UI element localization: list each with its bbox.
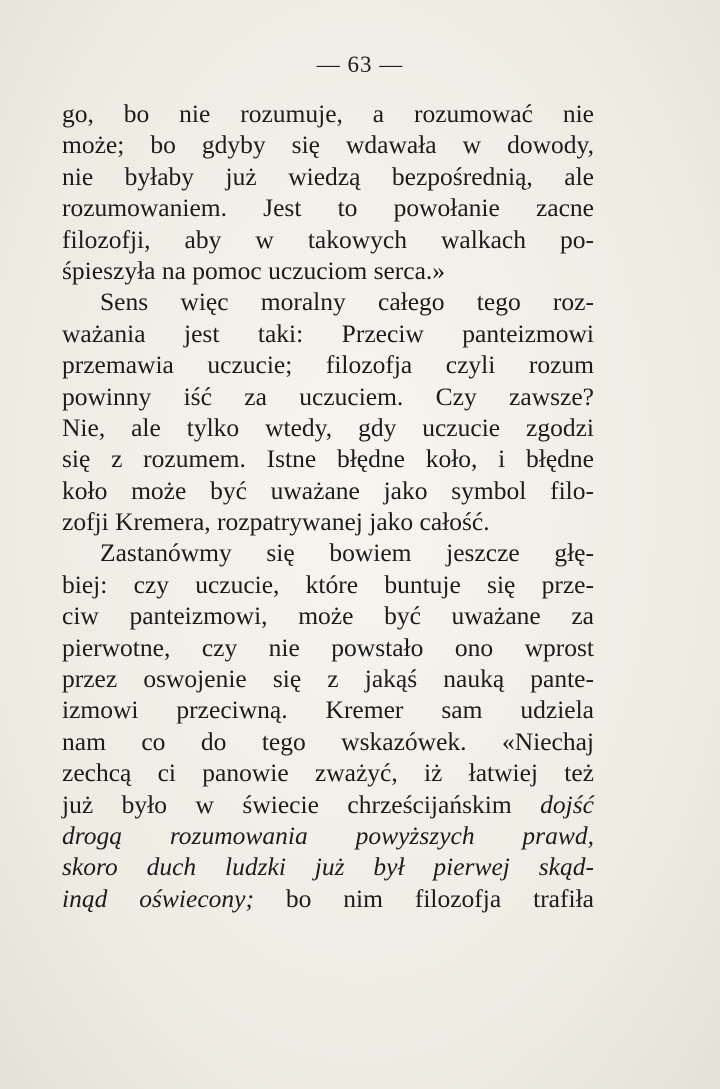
text-segment: bo nim filozofja trafiła <box>253 883 594 913</box>
text-line: powinny iść za uczuciem. Czy zawsze? <box>62 381 594 411</box>
text-line: przez oswojenie się z jakąś nauką pante- <box>62 664 594 694</box>
text-line: może; bo gdyby się wdawała w dowody, <box>62 130 594 160</box>
text-line: Nie, ale tylko wtedy, gdy uczucie zgodzi <box>62 412 594 442</box>
text-line: nie byłaby już wiedzą bezpośrednią, ale <box>62 161 594 191</box>
italic-text-line: skoro duch ludzki już był pierwej skąd- <box>62 852 594 882</box>
italic-text: inąd oświecony; <box>62 883 254 913</box>
text-line: koło może być uważane jako symbol filo- <box>62 475 594 505</box>
text-segment: już było w świecie chrześcijańskim <box>62 789 541 819</box>
text-line: zechcą ci panowie zważyć, iż łatwiej też <box>62 758 594 788</box>
text-line: przemawia uczucie; filozofja czyli rozum <box>62 350 594 380</box>
text-line: go, bo nie rozumuje, a rozumować nie <box>62 99 594 128</box>
text-line <box>62 789 594 820</box>
text-line: Zastanówmy się bowiem jeszcze głę- <box>100 538 594 568</box>
text-line: pierwotne, czy nie powstało ono wprost <box>62 632 594 662</box>
italic-text: dojść <box>540 789 594 819</box>
text-line: ważania jest taki: Przeciw panteizmowi <box>62 318 594 348</box>
text-line: ciw panteizmowi, może być uważane za <box>62 601 594 631</box>
text-line: filozofji, aby w takowych walkach po- <box>62 224 594 254</box>
text-line: nam co do tego wskazówek. «Niechaj <box>62 726 594 756</box>
text-line: się z rozumem. Istne błędne koło, i błędne <box>62 444 594 474</box>
text-line: izmowi przeciwną. Kremer sam udziela <box>62 695 594 725</box>
italic-text-line: drogą rozumowania powyższych prawd, <box>62 820 594 850</box>
page-number: — 63 — <box>316 52 404 77</box>
text-line <box>62 883 594 914</box>
text-line: zofji Kremera, rozpatrywanej jako całość. <box>62 507 490 537</box>
text-line: rozumowaniem. Jest to powołanie zacne <box>62 193 594 223</box>
body-text <box>62 98 594 914</box>
text-line: biej: czy uczucie, które buntuje się prze- <box>62 569 594 599</box>
text-line: śpieszyła na pomoc uczuciom serca.» <box>62 255 446 285</box>
text-line: Sens więc moralny całego tego roz- <box>100 287 594 317</box>
